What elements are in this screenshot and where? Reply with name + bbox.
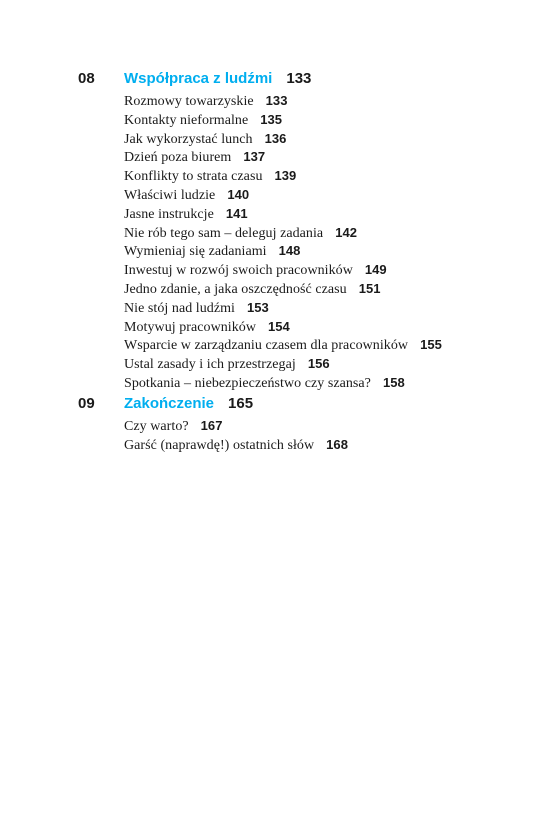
toc-entry bbox=[124, 299, 442, 318]
toc-entry-title: Wsparcie w zarządzaniu czasem dla pracowników bbox=[124, 338, 409, 354]
toc-entry-title: Wymieniaj się zadaniami bbox=[124, 244, 267, 260]
toc-entry bbox=[124, 148, 442, 167]
toc-entry-page: 135 bbox=[260, 111, 283, 127]
toc-entry bbox=[124, 111, 442, 130]
toc-entry-page: 148 bbox=[278, 243, 301, 259]
toc-entry bbox=[124, 374, 442, 393]
toc-entry bbox=[124, 242, 442, 261]
toc-entry bbox=[124, 336, 442, 355]
toc-entry bbox=[124, 417, 348, 436]
toc-entry-title: Garść (naprawdę!) ostatnich słów bbox=[124, 437, 315, 453]
toc-entry-page: 149 bbox=[364, 262, 387, 278]
toc-entry-page: 139 bbox=[274, 168, 297, 184]
toc-entry bbox=[124, 261, 442, 280]
toc-entry-title: Dzień poza biurem bbox=[124, 150, 232, 166]
toc-entry-page: 154 bbox=[268, 318, 290, 334]
toc-entry bbox=[124, 280, 442, 299]
chapter-title-line bbox=[124, 394, 253, 414]
toc-entry-page: 168 bbox=[326, 436, 348, 452]
toc-entry-page: 136 bbox=[264, 130, 287, 146]
toc-entry bbox=[124, 436, 348, 455]
toc-entry-page: 140 bbox=[227, 186, 250, 202]
toc-entry-page: 156 bbox=[307, 356, 330, 372]
toc-entry-title: Spotkania – niebezpieczeństwo czy szansa? bbox=[124, 375, 371, 391]
toc-entry-title: Motywuj pracowników bbox=[124, 319, 256, 335]
toc-entry-page: 155 bbox=[420, 337, 442, 353]
toc-entry-page: 153 bbox=[247, 299, 269, 315]
toc-entry-page: 158 bbox=[382, 374, 405, 390]
chapter-section bbox=[0, 394, 536, 453]
chapter-number: 09 bbox=[78, 395, 95, 412]
chapter-section bbox=[0, 69, 536, 391]
chapter-heading bbox=[0, 394, 536, 414]
toc-entry bbox=[124, 205, 442, 224]
toc-entry-title: Właściwi ludzie bbox=[124, 187, 216, 203]
toc-entry-list bbox=[124, 417, 348, 455]
chapter-title: Współpraca z ludźmi bbox=[124, 70, 273, 87]
chapter-page-number: 165 bbox=[228, 395, 254, 412]
toc-entry bbox=[124, 318, 442, 337]
toc-entry-page: 142 bbox=[335, 224, 358, 240]
toc-entry-title: Jasne instrukcje bbox=[124, 206, 214, 222]
toc-entry-title: Kontakty nieformalne bbox=[124, 112, 249, 128]
toc-entry-page: 151 bbox=[358, 280, 381, 296]
toc-entry-page: 141 bbox=[225, 205, 248, 221]
toc-entry bbox=[124, 224, 442, 243]
toc-entry-title: Ustal zasady i ich przestrzegaj bbox=[124, 357, 296, 373]
toc-entry-title: Rozmowy towarzyskie bbox=[124, 94, 254, 109]
toc-entry-page: 167 bbox=[200, 418, 223, 433]
toc-entry bbox=[124, 167, 442, 186]
chapter-page-number: 133 bbox=[286, 70, 312, 87]
toc-entry-title: Nie stój nad ludźmi bbox=[124, 300, 235, 316]
toc-entry bbox=[124, 186, 442, 205]
chapter-title-line bbox=[124, 69, 311, 89]
toc-entry-title: Nie rób tego sam – deleguj zadania bbox=[124, 225, 324, 241]
chapter-heading bbox=[0, 69, 536, 89]
toc-entry-title: Jak wykorzystać lunch bbox=[124, 131, 253, 147]
toc-entry-page: 133 bbox=[265, 93, 288, 108]
toc-entry bbox=[124, 130, 442, 149]
toc-entry bbox=[124, 355, 442, 374]
toc-entry-title: Czy warto? bbox=[124, 419, 189, 434]
toc-entry-title: Inwestuj w rozwój swoich pracowników bbox=[124, 263, 353, 279]
chapter-number: 08 bbox=[78, 70, 95, 87]
toc-entry-title: Konflikty to strata czasu bbox=[124, 169, 263, 185]
chapter-title: Zakończenie bbox=[124, 395, 215, 412]
toc-entry-page: 137 bbox=[243, 149, 266, 165]
toc-entry bbox=[124, 92, 442, 111]
toc-entry-list bbox=[124, 92, 442, 393]
toc-entry-title: Jedno zdanie, a jaka oszczędność czasu bbox=[124, 281, 347, 297]
